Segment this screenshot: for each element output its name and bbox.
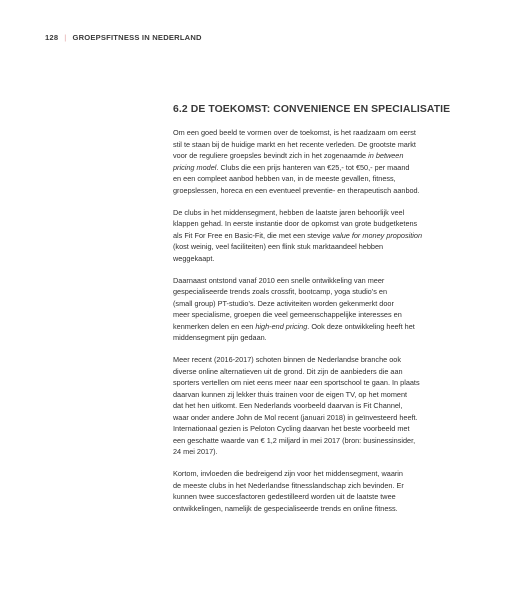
text-line bbox=[173, 423, 473, 435]
text-segment: de meeste clubs in het Nederlandse fitnesslandschap zich bevinden. Er bbox=[173, 480, 404, 490]
text-line bbox=[173, 218, 473, 230]
text-line bbox=[173, 321, 473, 333]
text-line bbox=[173, 468, 473, 480]
running-header bbox=[45, 33, 202, 42]
text-segment: middensegment pijn gedaan. bbox=[173, 333, 267, 342]
text-segment: dat het hen uitkomt. Een Nederlands voorbeeld daarvan is Fit Channel, bbox=[173, 401, 403, 410]
text-segment: ontwikkelingen, namelijk de gespecialiseerde trends en online fitness. bbox=[173, 503, 398, 513]
text-segment: . Ook deze ontwikkeling heeft het bbox=[307, 321, 415, 331]
text-segment: Om een goed beeld te vormen over de toekomst, is het raadzaam om eerst bbox=[173, 128, 416, 137]
text-line bbox=[173, 173, 473, 185]
text-line bbox=[173, 389, 473, 401]
paragraph bbox=[173, 207, 473, 265]
paragraph bbox=[173, 275, 473, 344]
text-line bbox=[173, 230, 473, 242]
text-segment: weggekaapt. bbox=[173, 253, 215, 263]
text-line bbox=[173, 480, 473, 492]
text-segment: (small group) PT-studio’s. Deze activiteiten worden gekenmerkt door bbox=[173, 298, 394, 308]
text-segment: kenmerken delen en een bbox=[173, 321, 256, 331]
paragraph bbox=[173, 468, 473, 514]
text-segment: als Fit For Free en Basic-Fit, die met een stevige bbox=[173, 230, 333, 240]
text-line bbox=[173, 139, 473, 151]
book-title: GROEPSFITNESS IN NEDERLAND bbox=[72, 33, 202, 42]
page-number: 128 bbox=[45, 33, 59, 42]
text-line bbox=[173, 491, 473, 503]
text-line bbox=[173, 332, 473, 344]
text-line bbox=[173, 207, 473, 219]
text-segment: (kost weinig, veel faciliteiten) een flink stuk marktaandeel hebben bbox=[173, 242, 384, 251]
text-segment: diverse online alternatieven uit de grond. Dit zijn de aanbieders die aan bbox=[173, 366, 403, 376]
text-line bbox=[173, 377, 473, 389]
text-line bbox=[173, 275, 473, 287]
text-line bbox=[173, 241, 473, 253]
text-segment: Daarnaast ontstond vanaf 2010 een snelle ontwikkeling van meer bbox=[173, 275, 385, 285]
text-segment: . Clubs die een prijs hanteren van €25,- tot €50,- per maand bbox=[216, 162, 410, 172]
italic-text: in between bbox=[368, 151, 404, 160]
text-line bbox=[173, 412, 473, 424]
text-line bbox=[173, 503, 473, 515]
text-segment: 24 mei 2017). bbox=[173, 447, 218, 456]
paragraph bbox=[173, 127, 473, 196]
text-segment: klappen gehad. In eerste instantie door de opkomst van grote budgetketens bbox=[173, 219, 418, 228]
text-line bbox=[173, 298, 473, 310]
text-segment: Meer recent (2016-2017) schoten binnen de Nederlandse branche ook bbox=[173, 355, 401, 364]
text-segment: waar onder andere John de Mol recent (januari 2018) in geïnvesteerd heeft. bbox=[173, 412, 418, 422]
text-line bbox=[173, 446, 473, 458]
text-line bbox=[173, 366, 473, 378]
italic-text: value for money proposition bbox=[332, 230, 423, 240]
header-separator: | bbox=[64, 33, 67, 42]
body-text bbox=[173, 127, 473, 525]
text-line bbox=[173, 286, 473, 298]
text-line bbox=[173, 435, 473, 447]
text-segment: en een compleet aanbod hebben van, in de meeste gevallen, fitness, bbox=[173, 174, 396, 183]
text-line bbox=[173, 127, 473, 139]
text-segment: De clubs in het middensegment, hebben de laatste jaren behoorlijk veel bbox=[173, 207, 405, 217]
paragraph bbox=[173, 354, 473, 458]
text-segment: kunnen twee succesfactoren gedestilleerd worden uit de laatste twee bbox=[173, 492, 396, 501]
italic-text: pricing model bbox=[173, 162, 217, 172]
text-segment: Internationaal gezien is Peloton Cycling daarvan het beste voorbeeld met bbox=[173, 424, 410, 433]
text-segment: gespecialiseerde trends zoals crossfit, bootcamp, yoga studio’s en bbox=[173, 287, 388, 296]
text-segment: daarvan kunnen zij lekker thuis trainen voor de eigen TV, op het moment bbox=[173, 389, 408, 399]
text-line bbox=[173, 150, 473, 162]
section-title: 6.2 DE TOEKOMST: CONVENIENCE EN SPECIALISATIE bbox=[173, 104, 451, 115]
text-segment: meer specialisme, groepen die veel gemeenschappelijke interesses en bbox=[173, 310, 402, 319]
text-segment: een geschatte waarde van € 1,2 miljard in mei 2017 (bron: businessinsider, bbox=[173, 435, 416, 445]
text-line bbox=[173, 309, 473, 321]
text-line bbox=[173, 400, 473, 412]
text-segment: voor de reguliere groepsles bevindt zich in het zogenaamde bbox=[173, 151, 369, 160]
text-line bbox=[173, 185, 473, 197]
text-segment: stil te staan bij de huidige markt en het recente verleden. De grootste markt bbox=[173, 139, 416, 149]
italic-text: high-end pricing bbox=[255, 321, 308, 331]
text-line bbox=[173, 253, 473, 265]
text-segment: sporters vertellen om niet eens meer naar een sportschool te gaan. In plaats bbox=[173, 378, 420, 387]
text-line bbox=[173, 162, 473, 174]
text-segment: Kortom, invloeden die bedreigend zijn voor het middensegment, waarin bbox=[173, 469, 403, 478]
text-line bbox=[173, 354, 473, 366]
text-segment: groepslessen, horeca en een eventueel preventie- en therapeutisch aanbod. bbox=[173, 185, 420, 195]
